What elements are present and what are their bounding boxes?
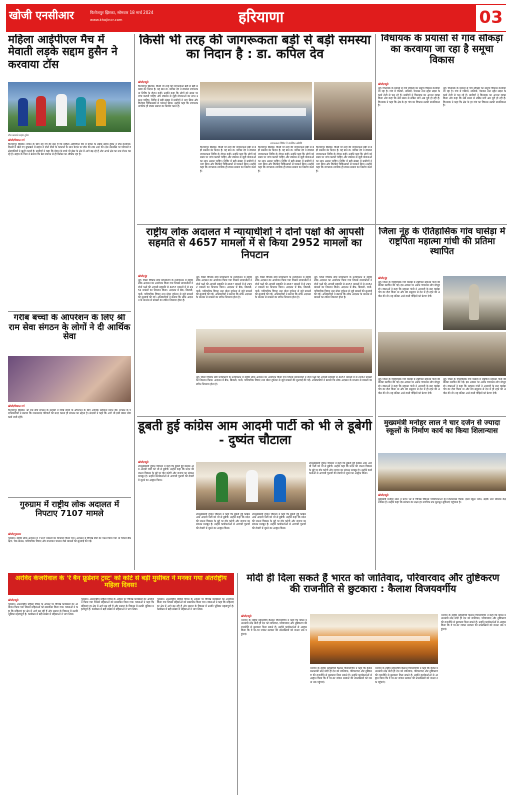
- health-photo-small: [314, 82, 372, 140]
- modi-headline: मोदी ही दिला सकते हैं भारत को जातिवाद, परिवारवाद और तुष्टिकरण की राजनीति से छुटकारा : कैलाश विजयवर्गीय: [246, 573, 500, 596]
- vidhayak-headline: विधायक के प्रयासों से गांव सौंकड़ा का करवाया जा रहा है समूचा विकास: [381, 34, 503, 66]
- cricket-body: फिरोजपुर झिरका। मेवात के लिए यह गर्व की बात है कि महिला आईपीएल मैच में मेवात के लड़के सद्दाम हुसैन ने टॉस करवाया। दिल्ली में खेले गए मुकाबले में सद्दाम ने दोनों टीमों के कप्तानों के साथ मैदान पर टॉस की रस्म अदा की। इस उपलब्धि पर परिजनों व क्षेत्रवासियों ने खुशी जताई है। ग्रामीणों ने कहा कि मेवात के बच्चे भी खेल के क्षेत्र में आगे बढ़ रहे हैं और अपने क्षेत्र का नाम रोशन कर रहे हैं। सद्दाम के पिता ने बताया कि बेटा बचपन से ही क्रिकेट का शौकीन रहा है।: [8, 143, 131, 157]
- vidhayak-body-col1: नूंह। विधायक के प्रयासों से गांव सौंकड़ा का समूचा विकास करवाया जा रहा है। गांव में गलियों, नालियों, पेयजल तथा स्ट्रीट लाइट के कार्य तेजी से चल रहे हैं। ग्रामीणों ने विधायक का आभार व्यक्त किया और कहा कि लंबे समय से लंबित मांगें अब पूरी हो रही हैं। विधायक ने कहा कि क्षेत्र के हर गांव का विकास उनकी प्राथमिकता है।: [378, 87, 440, 108]
- masthead: [6, 4, 506, 32]
- cricket-headline: महिला आईपीएल मैच में मेवाती लड़के सद्दाम हुसैन ने करवाया टॉस: [8, 34, 118, 71]
- mahatma-photo-2: [378, 332, 506, 376]
- shilanyas-photo: [378, 453, 506, 491]
- gurugram-body: गुरुग्राम। राष्ट्रीय लोक अदालत में 7107 मामलों का निपटारा किया गया। अदालत में विभिन्न बेंचों का गठन किया गया था जिनमें बैंक ऋण, चेक बाउंस, पारिवारिक विवाद और यातायात चालान जैसे मामलों की सुनवाई की गई।: [8, 537, 131, 544]
- health-body-col2: फिरोजपुर झिरका। किसी भी तरह की जागरूकता बड़ी से बड़ी समस्या का निदान है। यह बात डा. कपिल देव ने स्वास्थ्य जागरूकता शिविर के दौरान कही। उन्होंने कहा कि लोगों को समय पर जांच करानी चाहिए और स्वास्थ्य से जुड़ी योजनाओं का लाभ उठाना चाहिए। शिविर में बड़ी संख्या में ग्रामीणों ने भाग लिया और विशेषज्ञ चिकित्सकों से परामर्श लिया। उन्होंने कहा कि जागरूक नागरिक ही स्वस्थ समाज का निर्माण करते हैं।: [200, 146, 256, 173]
- vidhayak-byline: खोजी/ब्यूरो: [378, 83, 389, 86]
- congress-body-col4: उपमुख्यमंत्री दुष्यंत चौटाला ने कहा कि डूबती हुई कांग्रेस आम आदमी पार्टी को भी ले डूबेगी। उन्होंने कहा कि प्रदेश की जनता विकास के मुद्दे पर वोट करेगी और जजपा का संगठन मजबूत है। उन्होंने कार्यकर्ताओं से आगामी चुनावों की तैयारी में जुटने का आह्वान किया।: [309, 462, 372, 476]
- page-number: 03: [476, 5, 506, 31]
- mahatma-headline: जिला नूंह के ऐतिहासिक गांव घासेड़ा में राष्ट्रपिता महात्मा गांधी की प्रतिमा स्थापित: [378, 227, 506, 258]
- congress-headline: डूबती हुई कांग्रेस आम आदमी पार्टी को भी ले डूबेगी - दुष्यंत चौटाला: [138, 419, 372, 448]
- cricket-photo-caption: टॉस करवाते सद्दाम हुसैन: [8, 134, 29, 137]
- bottom-left-body-col1: गुरुग्राम। अंतरराष्ट्रीय महिला दिवस के अवसर पर विभिन्न कार्यक्रमों का आयोजन किया गया जिसमें महिलाओं को सम्मानित किया गया। वक्ताओं ने कहा कि महिलाएं हर क्षेत्र में आगे बढ़ रही हैं और समाज के विकास में उनकी भूमिका महत्वपूर्ण है। कार्यक्रम में बड़ी संख्या में महिलाओं ने भाग लिया।: [8, 603, 78, 617]
- section-title: हरियाणा: [238, 8, 284, 26]
- modi-body-col4: भाजपा के राष्ट्रीय महासचिव कैलाश विजयवर्गीय ने कहा कि केवल प्रधानमंत्री नरेंद्र मोदी ही देश को जातिवाद, परिवारवाद और तुष्टिकरण की राजनीति से छुटकारा दिला सकते हैं। उन्होंने कार्यकर्ताओं से आह्वान किया कि वे घर-घर जाकर सरकार की उपलब्धियों को जनता तक पहुंचाएं।: [441, 614, 506, 631]
- operation-aid-headline: गरीब बच्चों के ऑपरेशन के लिए श्री राम सेवा संगठन के लोगों ने दी आर्थिक सेवा: [8, 314, 131, 343]
- health-byline: खोजी/ब्यूरो: [138, 81, 149, 84]
- congress-body-col1: उपमुख्यमंत्री दुष्यंत चौटाला ने कहा कि डूबती हुई कांग्रेस आम आदमी पार्टी को भी ले डूबेगी। उन्होंने कहा कि प्रदेश की जनता विकास के मुद्दे पर वोट करेगी और जजपा का संगठन मजबूत है। उन्होंने कार्यकर्ताओं से आगामी चुनावों की तैयारी में जुटने का आह्वान किया।: [138, 465, 194, 482]
- gurugram-byline: खोजी/गुरुग्राम: [8, 533, 22, 536]
- congress-photo: [196, 462, 306, 510]
- operation-aid-photo: [8, 356, 131, 402]
- adalat-headline: राष्ट्रीय लोक अदालत में न्यायाधीशों ने दोनों पक्षों की आपसी सहमति से 4657 मामलों में से किया 2952 मामलों का निपटान: [146, 227, 364, 261]
- brand-logo: खोजी एनसीआर: [9, 9, 74, 22]
- health-headline: किसी भी तरह की जागरूकता बड़ी से बड़ी समस्या का निदान है : डा. कपिल देव: [139, 34, 371, 63]
- health-photo-caption: जागरूकता शिविर में उपस्थित अतिथि: [269, 142, 303, 145]
- cricket-byline: खोजी/विशाल गर्ग: [8, 139, 25, 142]
- health-body-col4: फिरोजपुर झिरका। किसी भी तरह की जागरूकता बड़ी से बड़ी समस्या का निदान है। यह बात डा. कपिल देव ने स्वास्थ्य जागरूकता शिविर के दौरान कही। उन्होंने कहा कि लोगों को समय पर जांच करानी चाहिए और स्वास्थ्य से जुड़ी योजनाओं का लाभ उठाना चाहिए। शिविर में बड़ी संख्या में ग्रामीणों ने भाग लिया और विशेषज्ञ चिकित्सकों से परामर्श लिया। उन्होंने कहा कि जागरूक नागरिक ही स्वस्थ समाज का निर्माण करते हैं।: [316, 146, 372, 173]
- adalat-body-col3: नूंह। जिला विधिक सेवा प्राधिकरण के तत्वावधान में राष्ट्रीय लोक अदालत का आयोजन किया गया जिसमें न्यायाधीशों ने दोनों पक्षों की आपसी सहमति से 4657 मामलों में से 2952 मामलों का निपटान किया। अदालत में बैंक, बिजली, पानी, पारिवारिक विवाद तथा मोटर दुर्घटना से जुड़े मामलों की सुनवाई की गई। अधिकारियों ने बताया कि लोक अदालत के माध्यम से मामलों का त्वरित निपटारा होता है।: [255, 276, 311, 300]
- health-photo: [200, 82, 312, 140]
- congress-body-col3: उपमुख्यमंत्री दुष्यंत चौटाला ने कहा कि डूबती हुई कांग्रेस आम आदमी पार्टी को भी ले डूबेगी। उन्होंने कहा कि प्रदेश की जनता विकास के मुद्दे पर वोट करेगी और जजपा का संगठन मजबूत है। उन्होंने कार्यकर्ताओं से आगामी चुनावों की तैयारी में जुटने का आह्वान किया।: [252, 513, 306, 530]
- modi-photo: [310, 614, 438, 664]
- bottom-left-body-col3: गुरुग्राम। अंतरराष्ट्रीय महिला दिवस के अवसर पर विभिन्न कार्यक्रमों का आयोजन किया गया जिसमें महिलाओं को सम्मानित किया गया। वक्ताओं ने कहा कि महिलाएं हर क्षेत्र में आगे बढ़ रही हैं और समाज के विकास में उनकी भूमिका महत्वपूर्ण है। कार्यक्रम में बड़ी संख्या में महिलाओं ने भाग लिया।: [157, 598, 234, 612]
- banner-text: अरविंद केजरीवाल के 'रे बैन फ्रूडेशन ट्रस्ट' को कोर्ट से बड़ी मुसीबत ने मनका गया अंतर्राष्ट्रीय महिला दिवस!: [15, 575, 227, 590]
- bottom-left-body-col2: गुरुग्राम। अंतरराष्ट्रीय महिला दिवस के अवसर पर विभिन्न कार्यक्रमों का आयोजन किया गया जिसमें महिलाओं को सम्मानित किया गया। वक्ताओं ने कहा कि महिलाएं हर क्षेत्र में आगे बढ़ रही हैं और समाज के विकास में उनकी भूमिका महत्वपूर्ण है। कार्यक्रम में बड़ी संख्या में महिलाओं ने भाग लिया।: [81, 598, 154, 612]
- modi-body-col2: भाजपा के राष्ट्रीय महासचिव कैलाश विजयवर्गीय ने कहा कि केवल प्रधानमंत्री नरेंद्र मोदी ही देश को जातिवाद, परिवारवाद और तुष्टिकरण की राजनीति से छुटकारा दिला सकते हैं। उन्होंने कार्यकर्ताओं से आह्वान किया कि वे घर-घर जाकर सरकार की उपलब्धियों को जनता तक पहुंचाएं।: [310, 667, 372, 684]
- modi-body-col3: भाजपा के राष्ट्रीय महासचिव कैलाश विजयवर्गीय ने कहा कि केवल प्रधानमंत्री नरेंद्र मोदी ही देश को जातिवाद, परिवारवाद और तुष्टिकरण की राजनीति से छुटकारा दिला सकते हैं। उन्होंने कार्यकर्ताओं से आह्वान किया कि वे घर-घर जाकर सरकार की उपलब्धियों को जनता तक पहुंचाएं।: [375, 667, 438, 684]
- adalat-byline: खोजी/नूंह: [138, 275, 148, 278]
- mahatma-body-col2: नूंह। जिला के ऐतिहासिक गांव घासेड़ा में राष्ट्रपिता महात्मा गांधी की प्रतिमा स्थापित की गई। इस अवसर पर अनेक गणमान्य लोग मौजूद रहे। वक्ताओं ने कहा कि महात्मा गांधी ने आजादी के बाद घासेड़ा गांव का दौरा किया था और मेव समुदाय से देश में ही रहने की अपील की थी। यह प्रतिमा आने वाली पीढ़ियों को प्रेरणा देगी।: [378, 378, 440, 395]
- kejriwal-banner: [8, 573, 234, 595]
- vidhayak-body-col2: नूंह। विधायक के प्रयासों से गांव सौंकड़ा का समूचा विकास करवाया जा रहा है। गांव में गलियों, नालियों, पेयजल तथा स्ट्रीट लाइट के कार्य तेजी से चल रहे हैं। ग्रामीणों ने विधायक का आभार व्यक्त किया और कहा कि लंबे समय से लंबित मांगें अब पूरी हो रही हैं। विधायक ने कहा कि क्षेत्र के हर गांव का विकास उनकी प्राथमिकता है।: [443, 87, 506, 108]
- adalat-body-col4: नूंह। जिला विधिक सेवा प्राधिकरण के तत्वावधान में राष्ट्रीय लोक अदालत का आयोजन किया गया जिसमें न्यायाधीशों ने दोनों पक्षों की आपसी सहमति से 4657 मामलों में से 2952 मामलों का निपटान किया। अदालत में बैंक, बिजली, पानी, पारिवारिक विवाद तथा मोटर दुर्घटना से जुड़े मामलों की सुनवाई की गई। अधिकारियों ने बताया कि लोक अदालत के माध्यम से मामलों का त्वरित निपटारा होता है।: [314, 276, 372, 300]
- operation-aid-body: फिरोजपुर झिरका। श्री राम सेवा संगठन के सदस्यों ने गरीब बच्चों के ऑपरेशन के लिए आर्थिक सहायता प्रदान की। संगठन के पदाधिकारियों ने बताया कि जरूरतमंद परिवारों की मदद करना ही संगठन का उद्देश्य है। सदस्यों ने कहा कि आगे भी इसी प्रकार सेवा कार्य जारी रहेंगे।: [8, 409, 131, 419]
- mahatma-body-col1: नूंह। जिला के ऐतिहासिक गांव घासेड़ा में राष्ट्रपिता महात्मा गांधी की प्रतिमा स्थापित की गई। इस अवसर पर अनेक गणमान्य लोग मौजूद रहे। वक्ताओं ने कहा कि महात्मा गांधी ने आजादी के बाद घासेड़ा गांव का दौरा किया था और मेव समुदाय से देश में ही रहने की अपील की थी। यह प्रतिमा आने वाली पीढ़ियों को प्रेरणा देगी।: [378, 281, 440, 298]
- mahatma-body-col3: नूंह। जिला के ऐतिहासिक गांव घासेड़ा में राष्ट्रपिता महात्मा गांधी की प्रतिमा स्थापित की गई। इस अवसर पर अनेक गणमान्य लोग मौजूद रहे। वक्ताओं ने कहा कि महात्मा गांधी ने आजादी के बाद घासेड़ा गांव का दौरा किया था और मेव समुदाय से देश में ही रहने की अपील की थी। यह प्रतिमा आने वाली पीढ़ियों को प्रेरणा देगी।: [443, 378, 506, 395]
- modi-body-col1: भाजपा के राष्ट्रीय महासचिव कैलाश विजयवर्गीय ने कहा कि केवल प्रधानमंत्री नरेंद्र मोदी ही देश को जातिवाद, परिवारवाद और तुष्टिकरण की राजनीति से छुटकारा दिला सकते हैं। उन्होंने कार्यकर्ताओं से आह्वान किया कि वे घर-घर जाकर सरकार की उपलब्धियों को जनता तक पहुंचाएं।: [241, 619, 307, 636]
- health-body-col1: फिरोजपुर झिरका। किसी भी तरह की जागरूकता बड़ी से बड़ी समस्या का निदान है। यह बात डा. कपिल देव ने स्वास्थ्य जागरूकता शिविर के दौरान कही। उन्होंने कहा कि लोगों को समय पर जांच करानी चाहिए और स्वास्थ्य से जुड़ी योजनाओं का लाभ उठाना चाहिए। शिविर में बड़ी संख्या में ग्रामीणों ने भाग लिया और विशेषज्ञ चिकित्सकों से परामर्श लिया। उन्होंने कहा कि जागरूक नागरिक ही स्वस्थ समाज का निर्माण करते हैं।: [138, 85, 198, 109]
- date-line: फिरोजपुर झिरका, सोमवार 18 मार्च 2024: [90, 10, 154, 15]
- adalat-body-col2: नूंह। जिला विधिक सेवा प्राधिकरण के तत्वावधान में राष्ट्रीय लोक अदालत का आयोजन किया गया जिसमें न्यायाधीशों ने दोनों पक्षों की आपसी सहमति से 4657 मामलों में से 2952 मामलों का निपटान किया। अदालत में बैंक, बिजली, पानी, पारिवारिक विवाद तथा मोटर दुर्घटना से जुड़े मामलों की सुनवाई की गई। अधिकारियों ने बताया कि लोक अदालत के माध्यम से मामलों का त्वरित निपटारा होता है।: [196, 276, 252, 300]
- congress-body-col2: उपमुख्यमंत्री दुष्यंत चौटाला ने कहा कि डूबती हुई कांग्रेस आम आदमी पार्टी को भी ले डूबेगी। उन्होंने कहा कि प्रदेश की जनता विकास के मुद्दे पर वोट करेगी और जजपा का संगठन मजबूत है। उन्होंने कार्यकर्ताओं से आगामी चुनावों की तैयारी में जुटने का आह्वान किया।: [196, 513, 250, 530]
- adalat-photo: [196, 329, 372, 373]
- cricket-photo: [8, 82, 131, 132]
- adalat-body-col5: नूंह। जिला विधिक सेवा प्राधिकरण के तत्वावधान में राष्ट्रीय लोक अदालत का आयोजन किया गया जिसमें न्यायाधीशों ने दोनों पक्षों की आपसी सहमति से 4657 मामलों में से 2952 मामलों का निपटान किया। अदालत में बैंक, बिजली, पानी, पारिवारिक विवाद तथा मोटर दुर्घटना से जुड़े मामलों की सुनवाई की गई। अधिकारियों ने बताया कि लोक अदालत के माध्यम से मामलों का त्वरित निपटारा होता है।: [196, 376, 372, 386]
- adalat-body-col1: नूंह। जिला विधिक सेवा प्राधिकरण के तत्वावधान में राष्ट्रीय लोक अदालत का आयोजन किया गया जिसमें न्यायाधीशों ने दोनों पक्षों की आपसी सहमति से 4657 मामलों में से 2952 मामलों का निपटान किया। अदालत में बैंक, बिजली, पानी, पारिवारिक विवाद तथा मोटर दुर्घटना से जुड़े मामलों की सुनवाई की गई। अधिकारियों ने बताया कि लोक अदालत के माध्यम से मामलों का त्वरित निपटारा होता है।: [138, 279, 193, 303]
- shilanyas-headline: मुख्यमंत्री मनोहर लाल ने चार दर्जन से ज्यादा स्कूलों के निर्माण कार्य का किया शिलान्यास: [384, 419, 500, 436]
- modi-byline: खोजी/ब्यूरो: [241, 615, 252, 618]
- mahatma-byline: खोजी/नूंह: [378, 277, 388, 280]
- shilanyas-byline: खोजी/ब्यूरो: [378, 494, 389, 497]
- sub-line: www.khojincr.com: [90, 18, 123, 22]
- health-body-col3: फिरोजपुर झिरका। किसी भी तरह की जागरूकता बड़ी से बड़ी समस्या का निदान है। यह बात डा. कपिल देव ने स्वास्थ्य जागरूकता शिविर के दौरान कही। उन्होंने कहा कि लोगों को समय पर जांच करानी चाहिए और स्वास्थ्य से जुड़ी योजनाओं का लाभ उठाना चाहिए। शिविर में बड़ी संख्या में ग्रामीणों ने भाग लिया और विशेषज्ञ चिकित्सकों से परामर्श लिया। उन्होंने कहा कि जागरूक नागरिक ही स्वस्थ समाज का निर्माण करते हैं।: [258, 146, 314, 173]
- bottom-left-byline: खोजी/ब्यूरो: [8, 599, 19, 602]
- operation-aid-byline: खोजी/विशाल गर्ग: [8, 405, 25, 408]
- mahatma-photo: [443, 276, 506, 330]
- gurugram-adalat-headline: गुरुग्राम में राष्ट्रीय लोक अदालत में निपटाए 7107 मामले: [19, 500, 120, 519]
- congress-byline: खोजी/ब्यूरो: [138, 461, 149, 464]
- shilanyas-body: मुख्यमंत्री मनोहर लाल ने प्रदेश भर में विभिन्न विकास परियोजनाओं का शिलान्यास किया। इनमें स्कूल भवन, सड़कें तथा स्वास्थ्य केंद्र शामिल हैं। उन्होंने कहा कि सरकार का लक्ष्य हर नागरिक तक मूलभूत सुविधाएं पहुंचाना है।: [378, 498, 506, 505]
